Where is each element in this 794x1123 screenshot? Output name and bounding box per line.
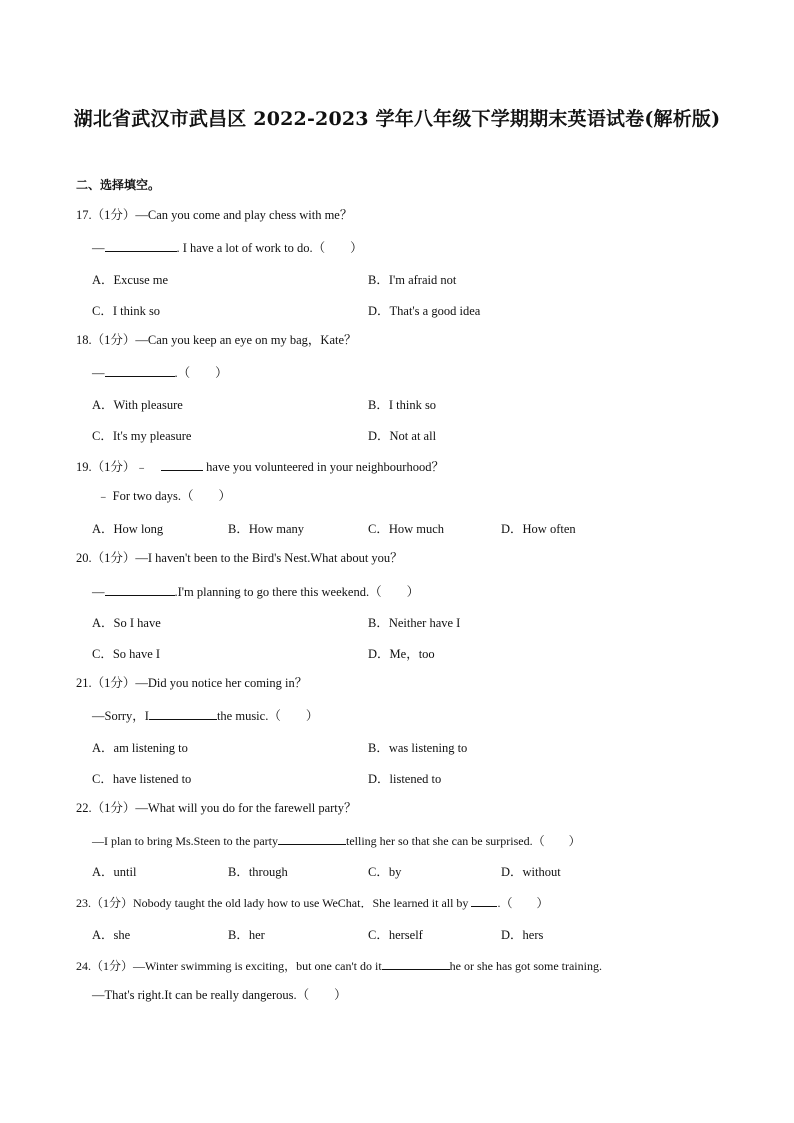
answer-blank[interactable] bbox=[105, 238, 177, 252]
option-d[interactable]: D．Me，too bbox=[368, 647, 435, 661]
option-c[interactable]: C．by bbox=[368, 865, 402, 879]
option-c[interactable]: C．have listened to bbox=[92, 772, 192, 786]
question-number: 17.（1分） bbox=[76, 208, 136, 222]
option-c[interactable]: C．How much bbox=[368, 522, 445, 536]
option-d[interactable]: D．That's a good idea bbox=[368, 304, 481, 318]
question-18-line2 bbox=[92, 363, 228, 381]
question-23-stem bbox=[76, 893, 548, 911]
option-d[interactable]: D．listened to bbox=[368, 772, 442, 786]
option-c[interactable]: C．So have I bbox=[92, 647, 161, 661]
dash: — bbox=[92, 585, 105, 599]
question-24-stem bbox=[76, 956, 602, 974]
option-b[interactable]: B．I'm afraid not bbox=[368, 273, 457, 287]
answer-blank[interactable] bbox=[105, 582, 175, 596]
option-a[interactable]: A．Excuse me bbox=[92, 273, 169, 287]
question-22-stem bbox=[76, 800, 357, 816]
question-number: 18.（1分） bbox=[76, 333, 136, 347]
option-a[interactable]: A．she bbox=[92, 928, 131, 942]
line-text: .（ ） bbox=[174, 366, 228, 380]
dash: — bbox=[92, 366, 105, 380]
question-text: —I haven't been to the Bird's Nest.What about you？ bbox=[135, 551, 403, 565]
answer-blank[interactable] bbox=[149, 706, 217, 720]
option-b[interactable]: B．Neither have I bbox=[368, 616, 461, 630]
line-text: .I'm planning to go there this weekend.（ ） bbox=[174, 585, 420, 599]
answer-blank[interactable] bbox=[161, 457, 203, 471]
question-21-stem bbox=[76, 675, 307, 691]
option-b[interactable]: B．How many bbox=[228, 522, 305, 536]
option-d[interactable]: D．hers bbox=[501, 928, 544, 942]
line-text-pre: —I plan to bring Ms.Steen to the party bbox=[92, 834, 278, 848]
option-d[interactable]: D．without bbox=[501, 865, 561, 879]
document-title: 湖北省武汉市武昌区 2022-2023 学年八年级下学期期末英语试卷(解析版) bbox=[73, 108, 721, 130]
option-b[interactable]: B．through bbox=[228, 865, 288, 879]
question-21-line2 bbox=[92, 706, 318, 724]
option-c[interactable]: C．I think so bbox=[92, 304, 161, 318]
question-18-stem bbox=[76, 332, 357, 348]
question-text-post: .（ ） bbox=[497, 896, 549, 910]
option-a[interactable]: A．am listening to bbox=[92, 741, 188, 755]
option-a[interactable]: A．So I have bbox=[92, 616, 161, 630]
question-text: —What will you do for the farewell party？ bbox=[135, 801, 357, 815]
line-text: the music.（ ） bbox=[216, 709, 319, 723]
option-d[interactable]: D．How often bbox=[501, 522, 576, 536]
option-b[interactable]: B．her bbox=[228, 928, 265, 942]
option-c[interactable]: C．It's my pleasure bbox=[92, 429, 192, 443]
question-number: 20.（1分） bbox=[76, 551, 136, 565]
answer-blank[interactable] bbox=[471, 893, 497, 907]
question-text: —Can you keep an eye on my bag，Kate？ bbox=[135, 333, 357, 347]
question-number: 22.（1分） bbox=[76, 801, 136, 815]
option-d[interactable]: D．Not at all bbox=[368, 429, 437, 443]
option-a[interactable]: A．until bbox=[92, 865, 137, 879]
option-a[interactable]: A．How long bbox=[92, 522, 164, 536]
option-b[interactable]: B．I think so bbox=[368, 398, 437, 412]
line-text-pre: —Sorry，I bbox=[92, 709, 149, 723]
question-20-line2 bbox=[92, 582, 419, 600]
line-text: telling her so that she can be surprised.（ ） bbox=[345, 834, 581, 848]
question-number: 19.（1分） bbox=[76, 460, 136, 474]
option-a[interactable]: A．With pleasure bbox=[92, 398, 183, 412]
question-text: Nobody taught the old lady how to use WeChat．She learned it all by bbox=[133, 896, 472, 910]
question-17-line2 bbox=[92, 238, 363, 256]
question-text-post: he or she has got some training. bbox=[449, 959, 602, 973]
question-19-stem bbox=[76, 457, 444, 475]
question-text: have you volunteered in your neighbourhood？ bbox=[203, 460, 444, 474]
question-22-line2 bbox=[92, 831, 581, 849]
question-20-stem bbox=[76, 550, 403, 566]
question-number: 21.（1分） bbox=[76, 676, 136, 690]
answer-blank[interactable] bbox=[105, 363, 175, 377]
option-b[interactable]: B．was listening to bbox=[368, 741, 468, 755]
question-text: —Did you notice her coming in？ bbox=[135, 676, 308, 690]
question-number: 23.（1分） bbox=[76, 896, 134, 910]
question-19-line2: ﹣ For two days.（ ） bbox=[97, 489, 232, 503]
answer-blank[interactable] bbox=[382, 956, 450, 970]
question-17-stem bbox=[76, 207, 352, 223]
dash: ﹣ bbox=[135, 460, 152, 474]
question-text: —Can you come and play chess with me？ bbox=[135, 208, 353, 222]
answer-blank[interactable] bbox=[278, 831, 346, 845]
option-c[interactable]: C．herself bbox=[368, 928, 423, 942]
question-24-line2: —That's right.It can be really dangerous.（ ） bbox=[92, 988, 347, 1002]
question-text: —Winter swimming is exciting，but one can't do it bbox=[133, 959, 382, 973]
line-text: . I have a lot of work to do.（ ） bbox=[176, 241, 363, 255]
question-number: 24.（1分） bbox=[76, 959, 134, 973]
section-heading: 二、选择填空。 bbox=[76, 178, 161, 192]
dash: — bbox=[92, 241, 105, 255]
